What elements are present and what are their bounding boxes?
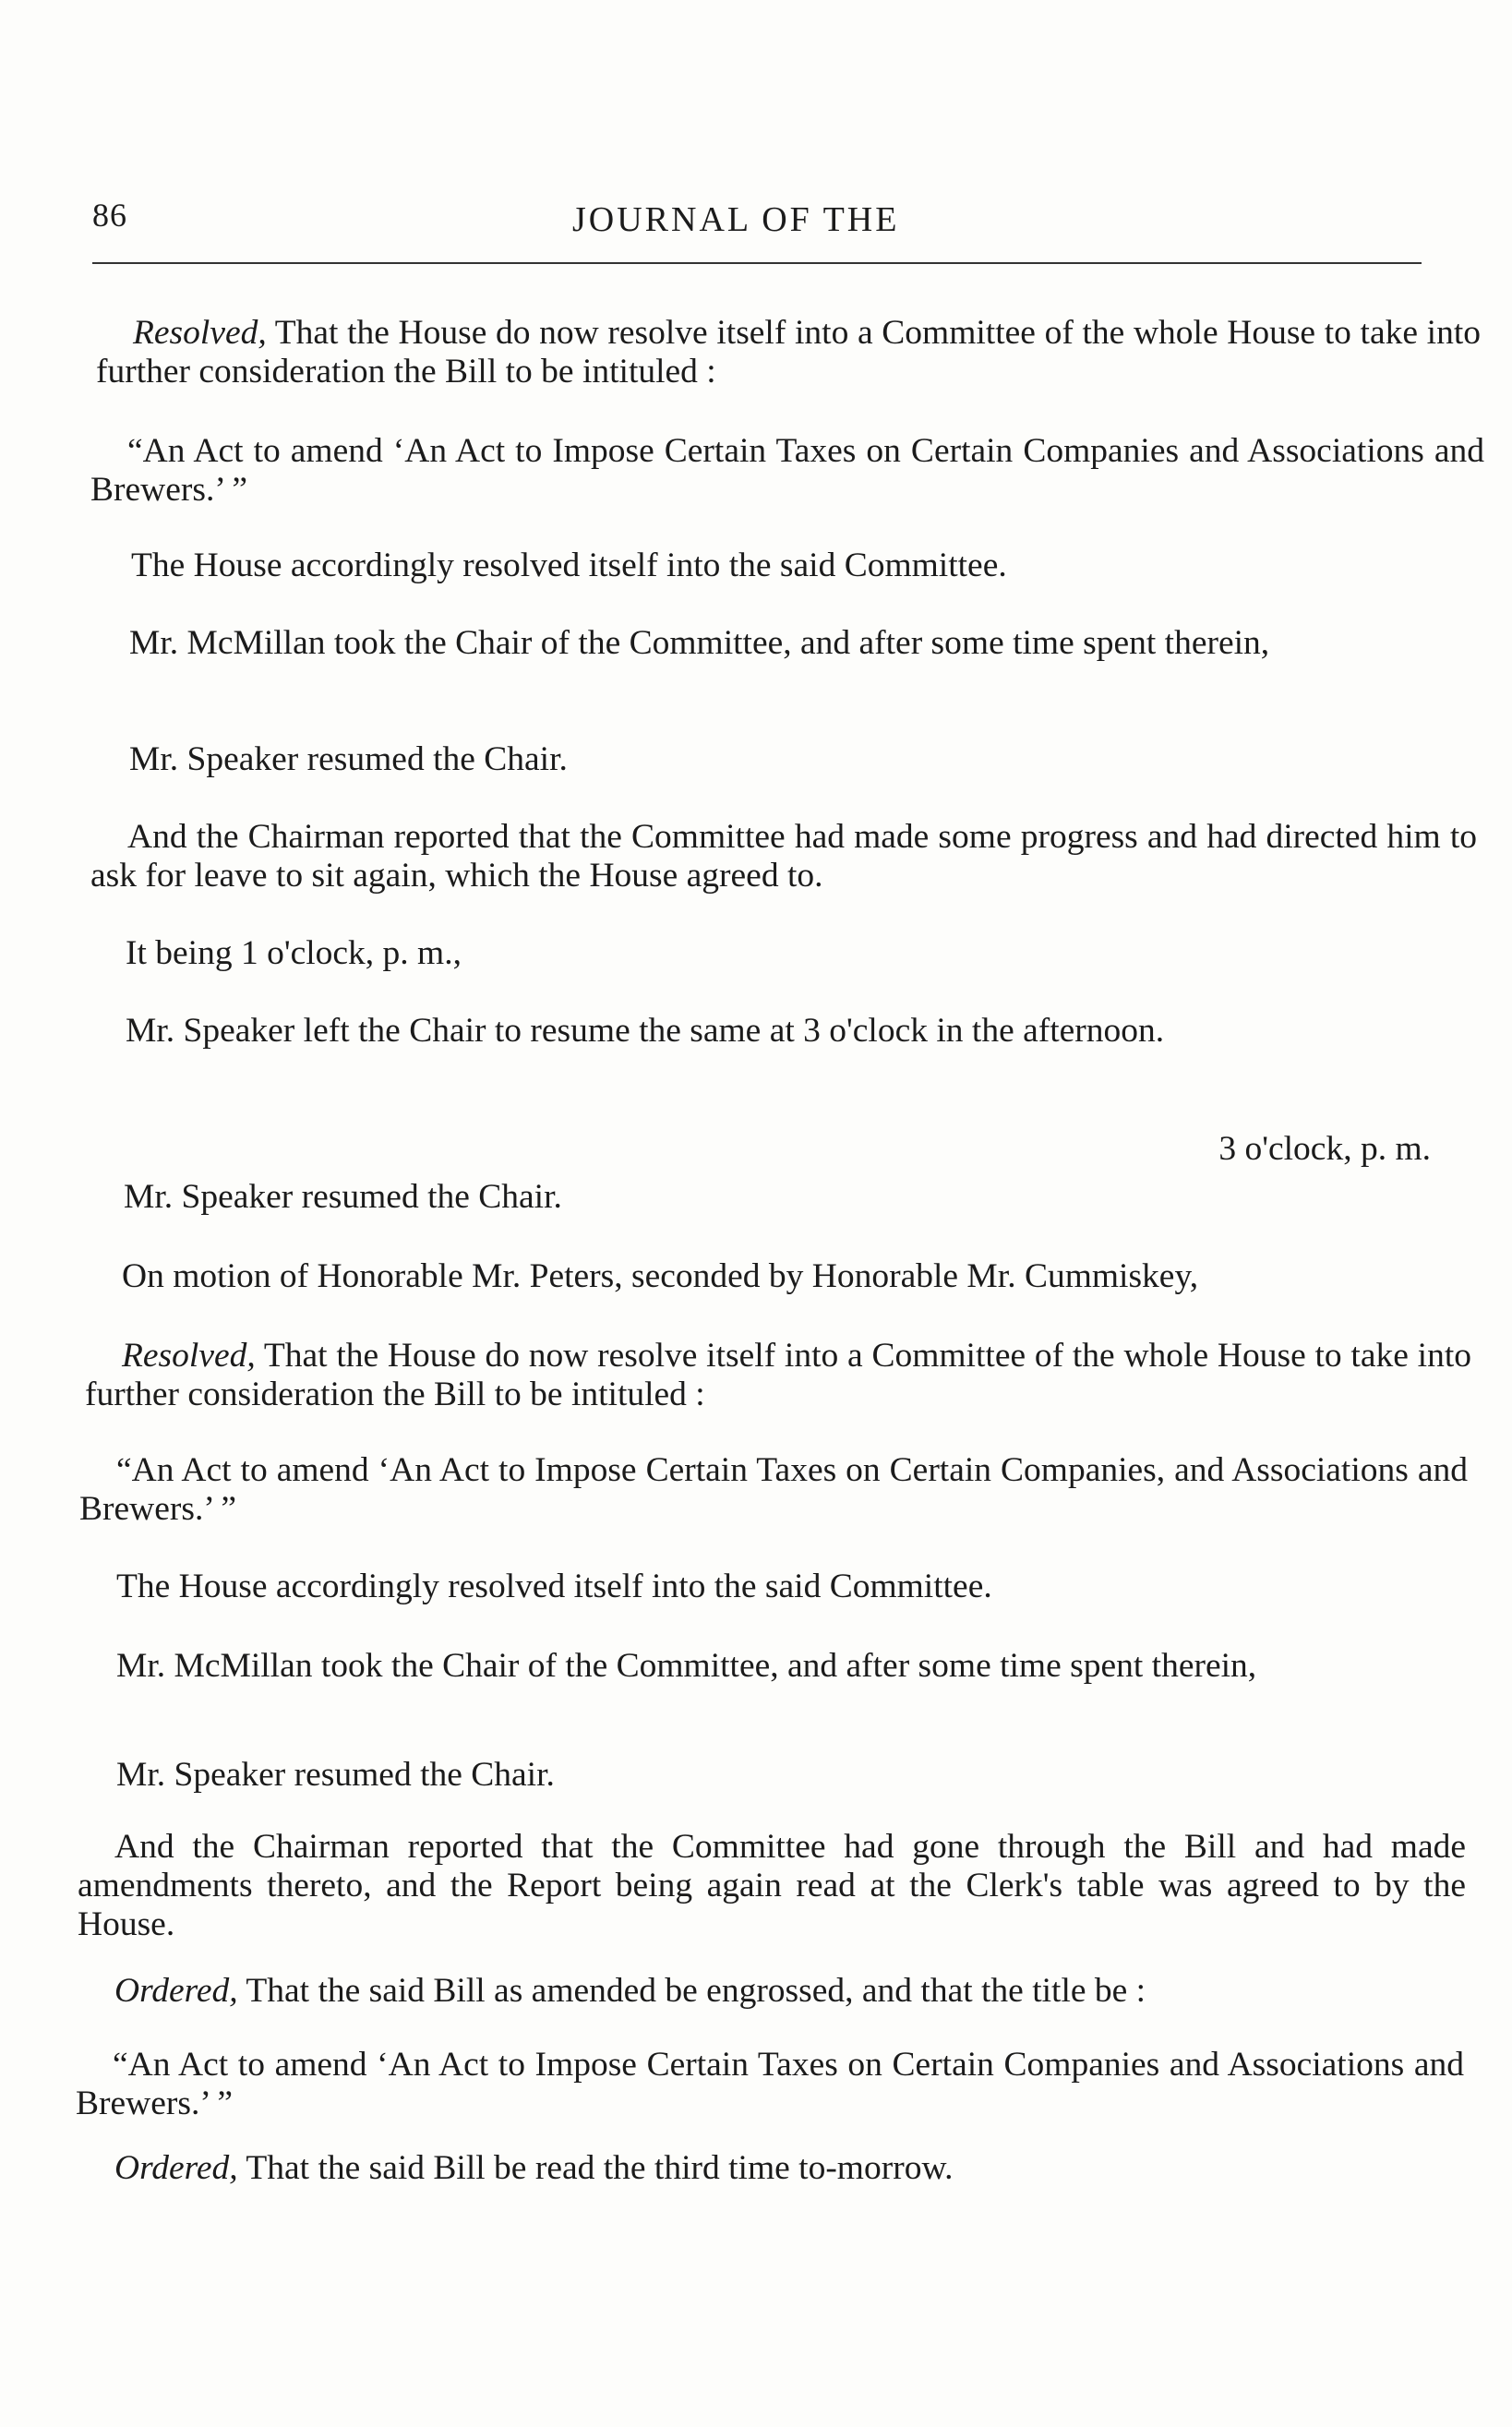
paragraph-text: “An Act to amend ‘An Act to Impose Certain Taxes on Certain Companies and Associations and Brewers.’ ” xyxy=(90,432,1484,509)
paragraph-text: “An Act to amend ‘An Act to Impose Certain Taxes on Certain Companies, and Associations and Brewers.’ ” xyxy=(79,1451,1468,1528)
paragraph-speaker-resumed-3 xyxy=(116,1756,1224,1795)
paragraph-text: That the said Bill as amended be engrossed, and that the title be : xyxy=(237,1972,1146,2010)
paragraph-text: That the said Bill be read the third time to-morrow. xyxy=(237,2149,954,2187)
paragraph-text: Mr. Speaker left the Chair to resume the same at 3 o'clock in the afternoon. xyxy=(126,1012,1165,1050)
paragraph-speaker-resumed-2 xyxy=(124,1178,1231,1217)
paragraph-speaker-left xyxy=(126,1012,1473,1051)
page-number: 86 xyxy=(92,197,127,234)
header-rule xyxy=(92,262,1422,264)
paragraph-lead: Ordered, xyxy=(114,2149,238,2187)
running-head: JOURNAL OF THE xyxy=(572,200,900,239)
paragraph-on-motion xyxy=(122,1257,1479,1296)
paragraph-text: On motion of Honorable Mr. Peters, seconded by Honorable Mr. Cummiskey, xyxy=(122,1257,1199,1295)
paragraph-chairman-report-1 xyxy=(90,818,1477,895)
paragraph-text: That the House do now resolve itself into a Committee of the whole House to take into further consideration the Bill to be intituled : xyxy=(85,1337,1471,1413)
paragraph-three-oclock xyxy=(1015,1130,1431,1169)
paragraph-ordered-third-reading xyxy=(114,2149,1462,2188)
paragraph-speaker-resumed-1 xyxy=(129,740,1237,779)
paragraph-text: Mr. Speaker resumed the Chair. xyxy=(124,1178,562,1216)
paragraph-text: And the Chairman reported that the Committee had gone through the Bill and had made amendments thereto, and the Report being again read at the Clerk's table was agreed to by the House. xyxy=(78,1828,1466,1943)
paragraph-resolved-1 xyxy=(96,314,1481,391)
paragraph-house-resolved-2 xyxy=(116,1568,1464,1606)
paragraph-text: The House accordingly resolved itself into the said Committee. xyxy=(131,547,1007,584)
paragraph-house-resolved-1 xyxy=(131,547,1479,585)
paragraph-one-oclock xyxy=(126,934,956,973)
paragraph-act-title-1 xyxy=(90,432,1484,510)
paragraph-text: 3 o'clock, p. m. xyxy=(1218,1130,1431,1168)
page-header xyxy=(92,196,1440,251)
paragraph-text: That the House do now resolve itself into a Committee of the whole House to take into further consideration the Bill to be intituled : xyxy=(96,314,1481,390)
paragraph-text: Mr. McMillan took the Chair of the Committee, and after some time spent therein, xyxy=(129,624,1270,662)
paragraph-lead: Resolved, xyxy=(133,314,267,352)
paragraph-ordered-engrossed xyxy=(114,1972,1471,2011)
paragraph-act-title-3 xyxy=(76,2046,1464,2123)
paragraph-lead: Resolved, xyxy=(122,1337,256,1375)
paragraph-mcmillan-chair-2 xyxy=(79,1647,1464,1686)
paragraph-mcmillan-chair-1 xyxy=(92,624,1482,663)
paragraph-text: Mr. Speaker resumed the Chair. xyxy=(129,740,568,778)
paragraph-text: The House accordingly resolved itself into the said Committee. xyxy=(116,1568,992,1605)
paragraph-text: Mr. McMillan took the Chair of the Committee, and after some time spent therein, xyxy=(116,1647,1257,1685)
paragraph-text: It being 1 o'clock, p. m., xyxy=(126,934,462,972)
paragraph-text: “An Act to amend ‘An Act to Impose Certain Taxes on Certain Companies and Associations and Brewers.’ ” xyxy=(76,2046,1464,2122)
paragraph-text: And the Chairman reported that the Committee had made some progress and had directed him to ask for leave to sit again, which the House agreed to. xyxy=(90,818,1477,895)
paragraph-lead: Ordered, xyxy=(114,1972,238,2010)
paragraph-text: Mr. Speaker resumed the Chair. xyxy=(116,1756,555,1794)
paragraph-resolved-2 xyxy=(85,1337,1471,1414)
paragraph-act-title-2 xyxy=(79,1451,1468,1529)
paragraph-chairman-report-2 xyxy=(78,1828,1466,1944)
